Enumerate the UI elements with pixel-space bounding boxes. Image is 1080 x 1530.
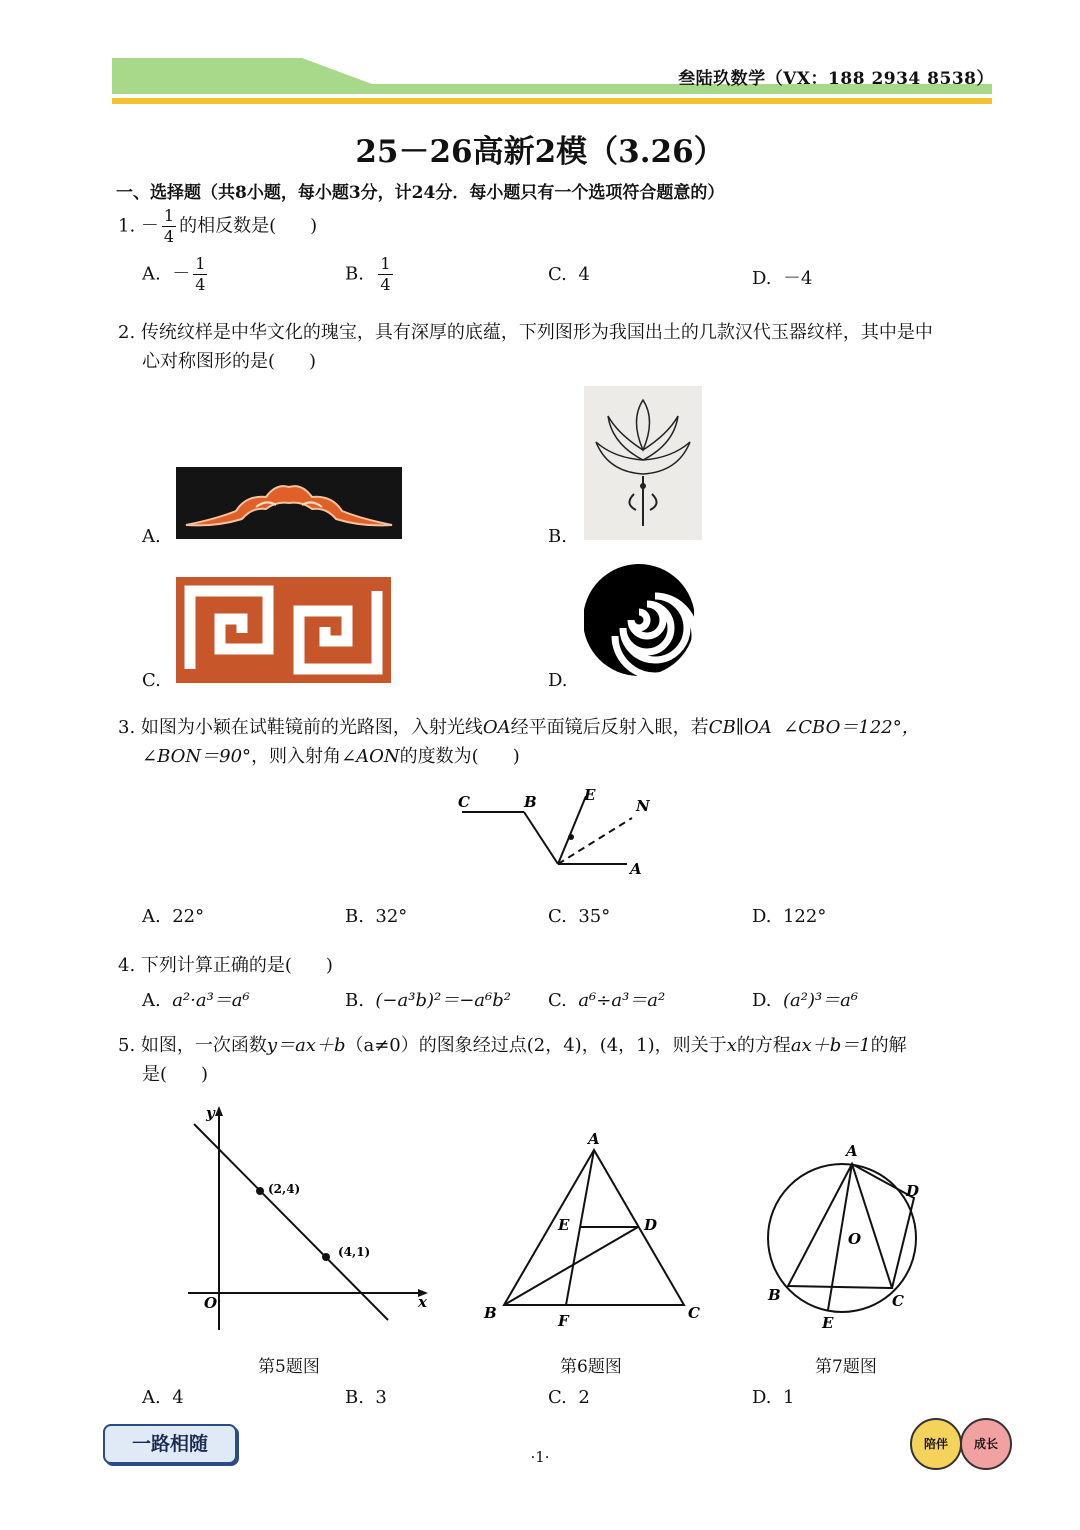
label-a: A <box>846 1142 858 1160</box>
q1-option-a: A. － $\frac{1}{4}$ <box>142 254 206 294</box>
q2-option-a-label: A. <box>142 526 161 547</box>
header-brand: 叁陆玖数学（VX：188 2934 8538） <box>678 69 994 89</box>
question-4: 4. 下列计算正确的是( ) <box>118 955 333 976</box>
label-b: B <box>524 793 537 811</box>
x-axis-label: x <box>418 1293 427 1311</box>
linear-function-graph <box>180 1102 430 1332</box>
label-a: A <box>630 860 642 878</box>
figure-7-caption: 第7题图 <box>815 1357 877 1377</box>
point-label-2: (4,1) <box>338 1245 371 1259</box>
q5-option-b: B. 3 <box>345 1387 387 1408</box>
q2-option-d-label: D. <box>548 670 568 691</box>
label-o: O <box>848 1230 862 1248</box>
q3-option-c: C. 35° <box>548 906 611 927</box>
label-b: B <box>768 1286 781 1304</box>
q4-option-a: A. a²·a³＝a⁶ <box>142 990 250 1011</box>
circle-diagram <box>758 1140 938 1336</box>
footer-badge: 一路相随 <box>103 1424 237 1464</box>
question-3-line2: ∠BON＝90°，则入射角∠AON的度数为( ) <box>142 746 520 767</box>
spiral-pattern-image <box>584 558 694 682</box>
q5-option-c: C. 2 <box>548 1387 590 1408</box>
q3-option-d: D. 122° <box>752 906 827 927</box>
q4-option-b: B. (−a³b)²＝−a⁶b² <box>345 990 511 1011</box>
footer-circle-accompany: 陪伴 <box>910 1418 962 1470</box>
meander-pattern-image <box>176 577 391 683</box>
q2-option-c-label: C. <box>142 670 161 691</box>
fraction: $\frac{1}{4}$ <box>163 206 175 246</box>
q5-option-d: D. 1 <box>752 1387 795 1408</box>
question-2-line2: 心对称图形的是( ) <box>142 351 317 372</box>
question-3-line1: 3. 如图为小颖在试鞋镜前的光路图，入射光线OA经平面镜后反射入眼，若CB∥OA ∠CBO＝122°， <box>118 717 920 738</box>
label-e: E <box>584 786 596 804</box>
light-path-diagram <box>452 784 658 880</box>
q1-option-c: C. 4 <box>548 264 590 285</box>
label-f: F <box>558 1312 569 1330</box>
question-1: 1. － $\frac{1}{4}$ 的相反数是( ) <box>118 206 318 246</box>
figure-5-caption: 第5题图 <box>258 1357 320 1377</box>
page-number: ·1· <box>530 1448 550 1466</box>
question-5-line1: 5. 如图，一次函数y＝ax＋b（a≠0）的图象经过点(2，4)，(4，1)，则关于x的方程ax＋b＝1的解 <box>118 1035 907 1056</box>
section-heading: 一、选择题（共8小题，每小题3分，计24分．每小题只有一个选项符合题意的） <box>116 183 725 203</box>
triangle-diagram <box>478 1128 708 1334</box>
q2-option-b-label: B. <box>548 526 567 547</box>
q3-option-a: A. 22° <box>142 906 205 927</box>
label-d: D <box>906 1182 920 1200</box>
lotus-pattern-image <box>584 386 702 540</box>
label-c: C <box>688 1304 700 1322</box>
question-5-line2: 是( ) <box>142 1064 209 1085</box>
q5-option-a: A. 4 <box>142 1387 184 1408</box>
y-axis-label: y <box>206 1104 215 1122</box>
label-c: C <box>892 1292 904 1310</box>
footer-circle-grow: 成长 <box>960 1418 1012 1470</box>
figure-6-caption: 第6题图 <box>560 1357 622 1377</box>
label-c: C <box>458 793 470 811</box>
label-b: B <box>484 1304 497 1322</box>
q4-option-c: C. a⁶÷a³＝a² <box>548 990 666 1011</box>
label-n: N <box>636 797 650 815</box>
q1-option-b: B. $\frac{1}{4}$ <box>345 254 391 294</box>
page-title: 25－26高新2模（3.26） <box>355 134 725 170</box>
label-e: E <box>822 1314 834 1332</box>
origin-label: O <box>204 1294 218 1312</box>
q4-option-d: D. (a²)³＝a⁶ <box>752 990 859 1011</box>
q3-option-b: B. 32° <box>345 906 408 927</box>
label-d: D <box>644 1216 658 1234</box>
point-label-1: (2,4) <box>268 1182 301 1196</box>
label-a: A <box>588 1130 600 1148</box>
label-e: E <box>558 1216 570 1234</box>
q1-option-d: D. －4 <box>752 268 813 289</box>
question-2-line1: 2. 传统纹样是中华文化的瑰宝，具有深厚的底蕴，下列图形为我国出土的几款汉代玉器纹样，其中是中 <box>118 322 933 343</box>
cloud-pattern-image <box>176 467 402 539</box>
